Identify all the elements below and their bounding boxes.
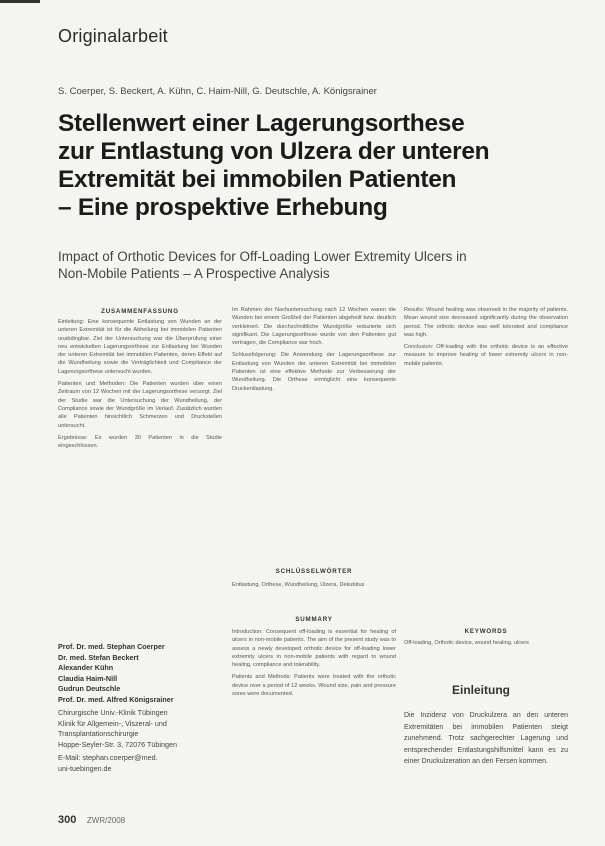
journal-name: ZWR/2008 <box>86 816 126 825</box>
affiliation-names <box>58 642 226 705</box>
section-label: Originalarbeit <box>58 26 168 46</box>
affiliation-address <box>58 708 226 750</box>
keywords-german: Entlastung, Orthese, Wundheilung, Ulzera, Dekubitus <box>232 582 365 588</box>
address-line: Hoppe-Seyler-Str. 3, 72076 Tübingen <box>58 739 177 749</box>
page-footer <box>58 814 125 826</box>
author-name: Alexander Kühn <box>58 663 114 672</box>
abstract-paragraph: Schlussfolgerung: Die Anwendung der Lagerungsorthese zur Entlastung von Wunden der unteren Extremität bei immobilen Patienten ist eine effektive Methode zur Verbesserung der Wundheilung. Die Orthese ermöglicht eine konsequente Druckentlastung. <box>232 352 396 392</box>
corner-mark <box>0 0 40 3</box>
summary-paragraph: Patients and Methods: Patients were treated with the orthotic device over a period of 12 weeks. Wound size, pain and pressure sores were documented. <box>232 674 396 698</box>
summary-heading: SUMMARY <box>295 616 333 623</box>
title-line: zur Entlastung von Ulzera der unteren <box>58 138 490 165</box>
title-line: – Eine prospektive Erhebung <box>58 194 388 221</box>
abstract-column-2 <box>232 306 396 397</box>
abstract-paragraph: Ergebnisse: Es wurden 30 Patienten in die Studie eingeschlossen. <box>58 434 222 450</box>
intro-heading: Einleitung <box>452 683 510 697</box>
title-line: Extremität bei immobilen Patienten <box>58 166 457 193</box>
abstract-paragraph: Einleitung: Eine konsequente Entlastung von Wunden an der unteren Extremität ist für die Abheilung bei immobilen Patienten unabdingbar. Ziel der Untersuchung war die Überprüfung einer neu entwickelten Lagerungsorthese zur Entlastung bei Wunden der unteren Extremität bei immobilen Patienten, deren Effekt auf die Wundheilung sowie die Verträglichkeit und Compliance der Lagerungsorthese untersucht wurden. <box>58 319 222 375</box>
affiliation-contact <box>58 753 226 774</box>
title-line: Stellenwert einer Lagerungsorthese <box>58 110 465 137</box>
keywords-english-heading: KEYWORDS <box>464 628 508 635</box>
summary-column <box>232 628 396 702</box>
author-name: Dr. med. Stefan Beckert <box>58 652 139 662</box>
abstract-paragraph: Im Rahmen der Nachuntersuchung nach 12 Wochen waren die Wunden bei einem Großteil der Patienten abgeheilt bzw. deutlich verkleinert. Die durchschnittliche Wundgröße reduzierte sich signifikant. Die Lagerungsorthese wurde von den Patienten gut vertragen, die Compliance war hoch. <box>232 307 396 347</box>
article-title <box>58 110 558 222</box>
author-name: Prof. Dr. med. Alfred Königsrainer <box>58 694 174 704</box>
keywords-english: Off-loading, Orthotic device, wound healing, ulcers <box>404 640 529 646</box>
abstract-paragraph: Patienten und Methoden: Die Patienten wurden über einen Zeitraum von 12 Wochen mit der Lagerungsorthese versorgt. Ziel der Studie war die Untersuchung der Wundheilung, der Compliance sowie der Wundgröße im Verlauf. Zusätzlich wurden alle Patienten hinsichtlich Schmerzen und Druckstellen untersucht. <box>58 381 222 429</box>
author-name: Gudrun Deutschle <box>58 684 121 693</box>
summary-paragraph: Introduction: Consequent off-loading is essential for healing of ulcers in non-mobile patients. The aim of the present study was to assess a newly developed orthotic device for off-loading lower extremity ulcers in non-mobile patients with regard to wound healing, compliance and tolerability. <box>232 629 396 669</box>
summary-column-2 <box>404 306 568 372</box>
page-number: 300 <box>58 814 77 826</box>
subtitle-line: Impact of Orthotic Devices for Off-Loading Lower Extremity Ulcers in <box>58 249 467 264</box>
address-line: Klinik für Allgemein-, Viszeral- und <box>58 718 167 728</box>
intro-text: Die Inzidenz von Druckulzera an den unteren Extremitäten bei immobilen Patienten steigt zunehmend. Trotz sachgerechter Lagerung und entsprechender Entlastungshilfsmittel kann es zu einer Druckulzeration an den Fersen kommen. <box>404 712 568 766</box>
keywords-heading: SCHLÜSSELWÖRTER <box>275 568 353 575</box>
email-line: uni-tuebingen.de <box>58 763 112 773</box>
address-line: Transplantationschirurgie <box>58 729 139 738</box>
abstract-heading: ZUSAMMENFASSUNG <box>101 308 179 315</box>
author-list: S. Coerper, S. Beckert, A. Kühn, C. Haim-Nill, G. Deutschle, A. Königsrainer <box>58 86 377 97</box>
author-name: Claudia Haim-Nill <box>58 673 118 683</box>
address-line: Chirurgische Univ.-Klinik Tübingen <box>58 708 168 717</box>
abstract-column <box>58 318 222 454</box>
summary-paragraph: Conclusion: Off-loading with the orthotic device is an effective measure to improve healing of lower extremity ulcers in non-mobile patients. <box>404 344 568 367</box>
summary-paragraph: Results: Wound healing was observed in the majority of patients. Mean wound size decreased significantly during the observation period. The orthotic device was well tolerated and compliance was high. <box>404 307 568 338</box>
author-affiliation <box>58 642 226 774</box>
subtitle-line: Non-Mobile Patients – A Prospective Analysis <box>58 266 330 281</box>
author-name: Prof. Dr. med. Stephan Coerper <box>58 642 165 651</box>
email-line: E-Mail: stephan.coerper@med. <box>58 753 158 762</box>
article-subtitle-english <box>58 248 558 282</box>
